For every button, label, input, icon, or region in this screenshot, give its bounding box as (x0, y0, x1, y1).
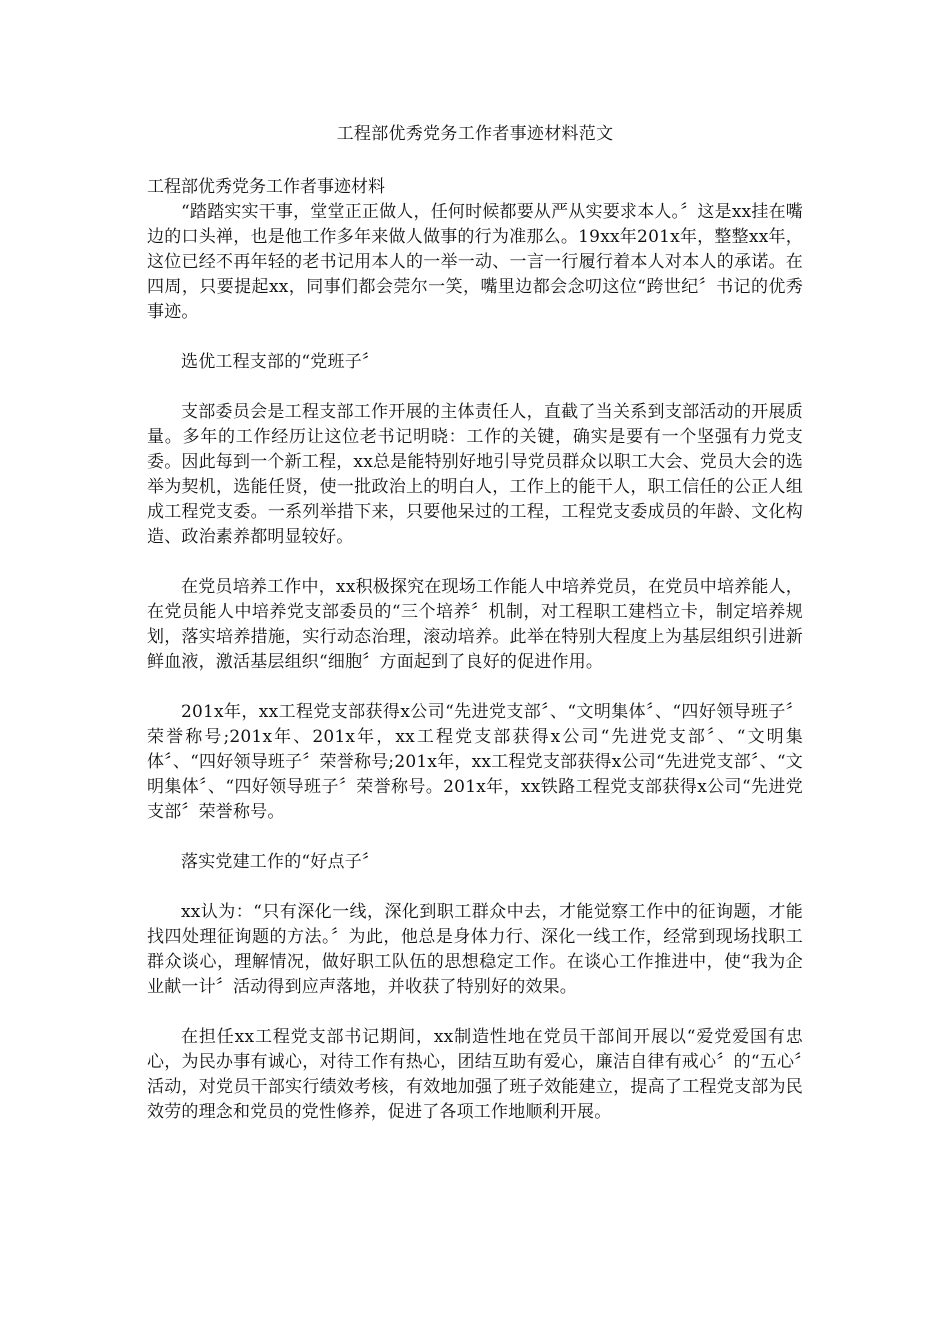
intro-paragraph: “踏踏实实干事，堂堂正正做人，任何时候都要从严从实要求本人。〞这是xx挂在嘴边的口头禅，也是他工作多年来做人做事的行为准那么。19xx年201x年，整整xx年，这位已经不再年轻的老书记用本人的一举一动、一言一行履行着本人对本人的承诺。在四周，只要提起xx，同事们都会莞尔一笑，嘴里边都会念叨这位“跨世纪〞书记的优秀事迹。 (147, 202, 803, 322)
paragraph-honors: 201x年，xx工程党支部获得x公司“先进党支部〞、“文明集体〞、“四好领导班子〞荣誉称号;201x年、201x年，xx工程党支部获得x公司“先进党支部〞、“文明集体〞、“四好领导班子〞荣誉称号;201x年，xx工程党支部获得x公司“先进党支部〞、“文明集体〞、“四好领导班子〞荣誉称号。201x年，xx铁路工程党支部获得x公司“先进党支部〞荣誉称号。 (147, 702, 803, 822)
paragraph-branch-committee: 支部委员会是工程支部工作开展的主体责任人，直截了当关系到支部活动的开展质量。多年的工作经历让这位老书记明晓：工作的关键，确实是要有一个坚强有力党支委。因此每到一个新工程，xx总是能特别好地引导党员群众以职工大会、党员大会的选举为契机，选能任贤，使一批政治上的明白人，工作上的能干人，职工信任的公正人组成工程党支委。一系列举措下来，只要他呆过的工程，工程党支委成员的年龄、文化构造、政治素养都明显较好。 (147, 402, 803, 547)
document-title: 工程部优秀党务工作者事迹材料范文 (336, 124, 614, 144)
paragraph-five-hearts: 在担任xx工程党支部书记期间，xx制造性地在党员干部间开展以“爱党爱国有忠心，为民办事有诚心，对待工作有热心，团结互助有爱心，廉洁自律有戒心〞的“五心〞活动，对党员干部实行绩效考核，有效地加强了班子效能建立，提高了工程党支部为民效劳的理念和党员的党性修养，促进了各项工作地顺利开展。 (147, 1027, 803, 1122)
paragraph-frontline: xx认为：“只有深化一线，深化到职工群众中去，才能觉察工作中的征询题，才能找四处理征询题的方法。〞为此，他总是身体力行、深化一线工作，经常到现场找职工群众谈心，理解情况，做好职工队伍的思想稳定工作。在谈心工作推进中，使“我为企业献一计〞活动得到应声落地，并收获了特别好的效果。 (147, 902, 803, 997)
document-page (147, 122, 803, 1125)
paragraph-member-training: 在党员培养工作中，xx积极探究在现场工作能人中培养党员，在党员中培养能人，在党员能人中培养党支部委员的“三个培养〞机制，对工程职工建档立卡，制定培养规划，落实培养措施，实行动态治理，滚动培养。此举在特别大程度上为基层组织引进新鲜血液，激活基层组织“细胞〞方面起到了良好的促进作用。 (147, 577, 803, 672)
document-subtitle: 工程部优秀党务工作者事迹材料 (147, 177, 385, 197)
section-heading-party-team: 选优工程支部的“党班子〞 (181, 352, 380, 372)
section-heading-good-ideas: 落实党建工作的“好点子〞 (181, 852, 380, 872)
